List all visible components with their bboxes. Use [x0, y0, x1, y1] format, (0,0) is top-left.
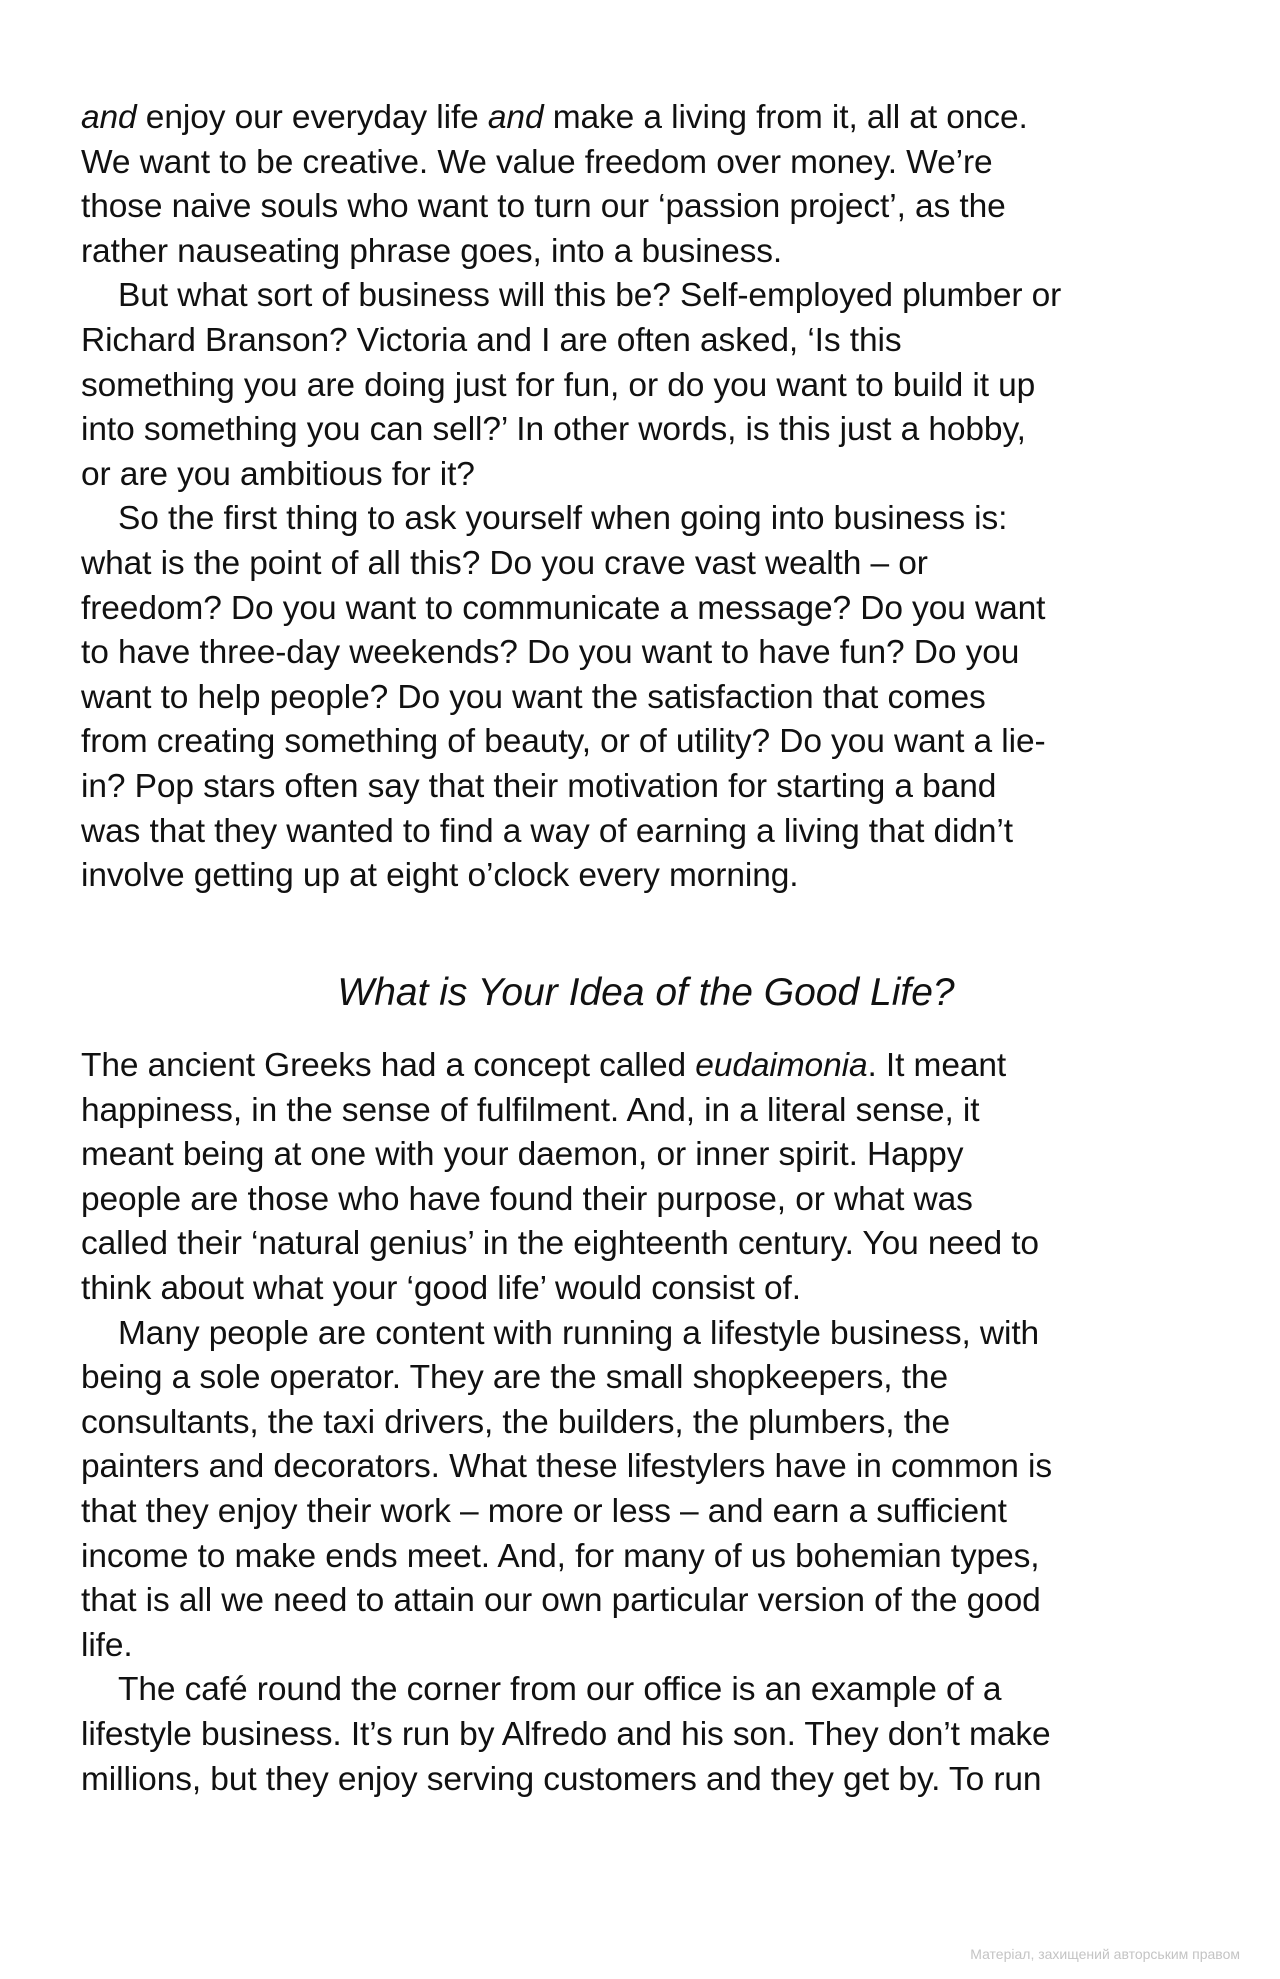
paragraph-section1-3 [81, 497, 1211, 898]
text-line: The café round the corner from our office is an example of a [118, 1671, 1002, 1709]
text-line: So the first thing to ask yourself when going into business is: [118, 500, 1008, 538]
paragraph-section2-2 [81, 1312, 1211, 1669]
emphasis: and [487, 99, 544, 136]
paragraph-section2-3 [81, 1668, 1211, 1802]
text-line: rather nauseating phrase goes, into a business. [81, 232, 783, 270]
text-run: . It meant [867, 1047, 1007, 1084]
text-line: in? Pop stars often say that their motivation for starting a band [81, 767, 997, 805]
text-line: life. [81, 1626, 133, 1664]
text-line: millions, but they enjoy serving customers and they get by. To run [81, 1760, 1042, 1798]
text-run: The ancient Greeks had a concept called [81, 1047, 696, 1084]
book-page [81, 96, 1211, 1798]
text-line: want to help people? Do you want the satisfaction that comes [81, 678, 986, 716]
text-line: consultants, the taxi drivers, the builders, the plumbers, the [81, 1403, 950, 1441]
text-line: what is the point of all this? Do you crave vast wealth – or [81, 544, 928, 582]
section-heading: What is Your Idea of the Good Life? [337, 971, 955, 1014]
text-line: involve getting up at eight o’clock every morning. [81, 857, 799, 895]
text-line: freedom? Do you want to communicate a message? Do you want [81, 589, 1046, 627]
paragraph-section2-1 [81, 1044, 1211, 1312]
text-line: something you are doing just for fun, or do you want to build it up [81, 366, 1036, 404]
text-line: called their ‘natural genius’ in the eighteenth century. You need to [81, 1225, 1039, 1263]
section2 [81, 1044, 1211, 1802]
text-line: that is all we need to attain our own particular version of the good [81, 1582, 1041, 1620]
text-line: people are those who have found their purpose, or what was [81, 1180, 973, 1218]
copyright-watermark: Матеріал, захищений авторським правом [970, 1946, 1240, 1962]
text-line: was that they wanted to find a way of earning a living that didn’t [81, 812, 1013, 850]
text-line: being a sole operator. They are the small shopkeepers, the [81, 1359, 948, 1397]
emphasis: and [81, 99, 137, 136]
emphasis: eudaimonia [695, 1047, 868, 1084]
text-line: think about what your ‘good life’ would consist of. [81, 1269, 801, 1307]
text-line: We want to be creative. We value freedom over money. We’re [81, 143, 993, 181]
text-run: make a living from it, all at once. [543, 99, 1028, 136]
text-line: those naive souls who want to turn our ‘passion project’, as the [81, 188, 1006, 226]
text-line [81, 96, 1211, 141]
text-line: or are you ambitious for it? [81, 455, 475, 493]
text-line: happiness, in the sense of fulfilment. And, in a literal sense, it [81, 1091, 980, 1129]
text-line: into something you can sell?’ In other words, is this just a hobby, [81, 411, 1026, 449]
text-line: income to make ends meet. And, for many of us bohemian types, [81, 1537, 1040, 1575]
text-line: But what sort of business will this be? Self-employed plumber or [118, 277, 1062, 315]
text-line: that they enjoy their work – more or less – and earn a sufficient [81, 1492, 1007, 1530]
text-line: from creating something of beauty, or of utility? Do you want a lie- [81, 723, 1046, 761]
text-line [81, 1044, 1211, 1089]
text-line: to have three-day weekends? Do you want to have fun? Do you [81, 634, 1020, 672]
text-line: meant being at one with your daemon, or inner spirit. Happy [81, 1136, 964, 1174]
text-line: painters and decorators. What these lifestylers have in common is [81, 1448, 1053, 1486]
text-line: Many people are content with running a lifestyle business, with [118, 1314, 1040, 1352]
paragraph-section1-1 [81, 96, 1211, 274]
text-run: enjoy our everyday life [136, 99, 488, 136]
text-line: lifestyle business. It’s run by Alfredo and his son. They don’t make [81, 1715, 1051, 1753]
text-line: Richard Branson? Victoria and I are often asked, ‘Is this [81, 321, 902, 359]
paragraph-section1-2 [81, 274, 1211, 497]
